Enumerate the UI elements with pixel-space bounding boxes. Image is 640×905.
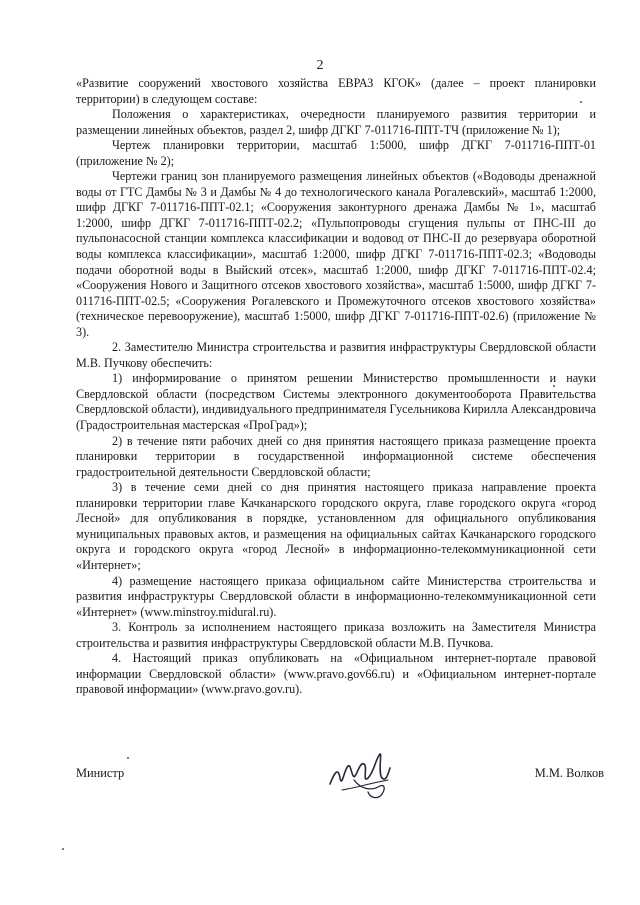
paragraph-subitem-4: 4) размещение настоящего приказа официальном сайте Министерства строительства и развития инфраструктуры Свердловской области в информационно-телекоммуникационной сети «Интернет» (www.minstroy.midural.ru). <box>76 573 596 619</box>
page-number: 2 <box>316 58 324 73</box>
signature-block <box>76 766 604 846</box>
paragraph-project-intro: «Развитие сооружений хвостового хозяйства ЕВРАЗ КГОК» (далее – проект планировки территории) в следующем составе: <box>76 76 596 106</box>
paragraph-subitem-1: 1) информирование о принятом решении Министерство промышленности и науки Свердловской области (посредством Системы электронного документооборота Правительства Свердловской области), индивидуального предпринимателя Гусельникова Кирилла Александровича (Градостроительная мастерская «ПроГрад»); <box>76 371 596 433</box>
paragraph-appendix-1: Положения о характеристиках, очередности планируемого развития территории и размещении линейных объектов, раздел 2, шифр ДГКГ 7-011716-ППТ-ТЧ (приложение № 1); <box>76 107 596 137</box>
paragraph-appendix-2: Чертеж планировки территории, масштаб 1:5000, шифр ДГКГ 7-011716-ППТ-01 (приложение № 2); <box>76 138 596 168</box>
signer-name: М.М. Волков <box>534 766 604 780</box>
paragraph-subitem-3: 3) в течение семи дней со дня принятия настоящего приказа направление проекта планировки территории главе Качканарского городского округа, главе городского округа «город Лесной» для опубликования в порядке, установленном для официального опубликования муниципальных правовых актов, и размещения на официальных сайтах Качканарского городского округа и городского округа «город Лесной» в информационно-телекоммуникационной сети «Интернет»; <box>76 480 596 572</box>
paragraph-item-3: 3. Контроль за исполнением настоящего приказа возложить на Заместителя Министра строительства и развития инфраструктуры Свердловской области М.В. Пучкова. <box>76 620 596 650</box>
handwritten-signature <box>324 744 396 802</box>
signer-title: Министр <box>76 766 125 780</box>
paragraph-item-4: 4. Настоящий приказ опубликовать на «Официальном интернет-портале правовой информации Свердловской области» (www.pravo.gov66.ru) и «Официальном интернет-портале правовой информации» (www.pravo.gov.ru). <box>76 651 596 697</box>
paragraph-appendix-3: Чертежи границ зон планируемого размещения линейных объектов («Водоводы дренажной воды от ГТС Дамбы № 3 и Дамбы № 4 до технологического канала Рогалевский», масштаб 1:2000, шифр ДГКГ 7-011716-ППТ-02.1; «Сооружения законтурного дренажа Дамбы № 1», масштаб 1:2000, шифр ДГКГ 7-011716-ППТ-02.2; «Пульпопроводы сгущения пульпы от ПНС-III до пульпонасосной станции комплекса классификации и водовод от ПНС-II до резервуара оборотной воды комплекса классификации», масштаб 1:2000, шифр ДГКГ 7-011716-ППТ-02.3; «Водоводы подачи оборотной воды в Выйский отсек», масштаб 1:2000, шифр ДГКГ 7-011716-ППТ-02.4; «Сооружения Нового и Защитного отсеков хвостового хозяйства», масштаб 1:5000, шифр ДГКГ 7-011716-ППТ-02.5; «Сооружения Рогалевского и Промежуточного отсеков хвостового хозяйства» (техническое перевооружение), масштаб 1:5000, шифр ДГКГ 7-011716-ППТ-02.6) (приложение № 3). <box>76 169 596 339</box>
scan-speck <box>127 757 129 759</box>
paragraph-item-2: 2. Заместителю Министра строительства и развития инфраструктуры Свердловской области М.В. Пучкову обеспечить: <box>76 340 596 370</box>
scan-speck <box>553 385 555 387</box>
document-body <box>76 76 596 698</box>
scan-speck <box>580 101 582 103</box>
paragraph-subitem-2: 2) в течение пяти рабочих дней со дня принятия настоящего приказа размещение проекта планировки территории в государственной информационной системе обеспечения градостроительной деятельности Свердловской области; <box>76 433 596 479</box>
scan-speck <box>62 848 64 850</box>
